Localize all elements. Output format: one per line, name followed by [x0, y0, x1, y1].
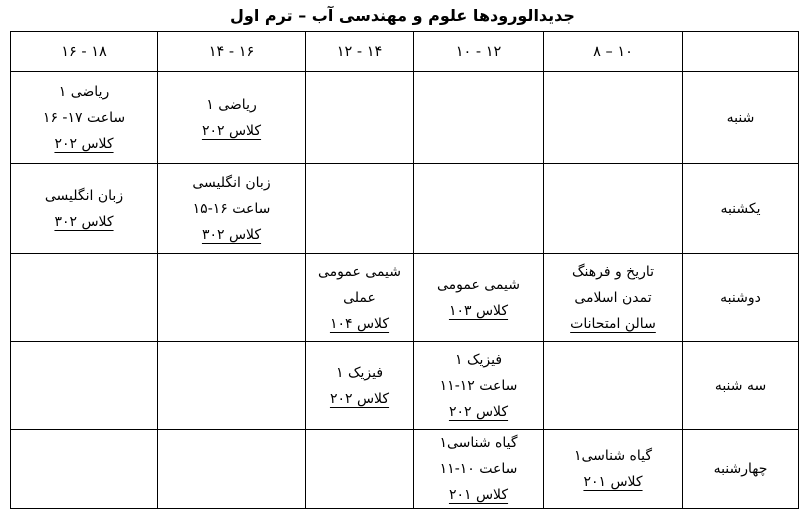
day-label-sunday: یکشنبه	[683, 164, 799, 254]
schedule-row-saturday	[11, 72, 799, 164]
cell-sunday-10-12-empty	[414, 164, 544, 254]
cell-monday-10-12-chemistry	[414, 254, 544, 342]
course-title-line: فیزیک ۱	[335, 364, 384, 381]
course-room-line: کلاس ۳۰۲	[54, 213, 114, 230]
cell-wednesday-12-14-empty	[306, 430, 414, 509]
course-room-line: کلاس ۲۰۲	[329, 390, 390, 407]
course-room-line: کلاس ۳۰۲	[201, 226, 262, 243]
day-column-header	[683, 32, 799, 72]
course-title-line: گیاه شناسی۱	[439, 435, 518, 451]
time-header-16-18: ۱۶ - ۱۸	[11, 32, 158, 72]
cell-sunday-8-10-empty	[544, 164, 683, 254]
cell-monday-14-16-empty	[158, 254, 306, 342]
cell-sunday-16-18-english	[11, 164, 158, 254]
cell-saturday-14-16-math1	[158, 72, 306, 164]
cell-sunday-14-16-english	[158, 164, 306, 254]
course-title-line: شیمی عمومی	[317, 263, 401, 280]
schedule-row-wednesday	[11, 430, 799, 509]
course-title-line2: تمدن اسلامی	[574, 289, 652, 306]
cell-wednesday-14-16-empty	[158, 430, 306, 509]
cell-wednesday-10-12-botany	[414, 430, 544, 509]
cell-tuesday-8-10-empty	[544, 342, 683, 430]
cell-saturday-12-14-empty	[306, 72, 414, 164]
cell-saturday-10-12-empty	[414, 72, 544, 164]
course-room-line: سالن امتحانات	[570, 315, 656, 332]
course-time-line: ساعت ۱۷- ۱۶	[42, 109, 126, 126]
cell-monday-8-10-history	[544, 254, 683, 342]
course-time-line: ساعت ۱۰-۱۱	[439, 461, 518, 477]
day-label-wednesday: چهارشنبه	[683, 430, 799, 509]
course-room-line: کلاس ۱۰۳	[448, 302, 509, 319]
course-room-line: کلاس ۲۰۲	[448, 403, 509, 420]
cell-saturday-8-10-empty	[544, 72, 683, 164]
cell-sunday-12-14-empty	[306, 164, 414, 254]
course-time-line: ساعت ۱۲-۱۱	[439, 377, 518, 394]
course-title-line: زبان انگلیسی	[192, 174, 271, 191]
cell-wednesday-8-10-botany	[544, 430, 683, 509]
course-title-line: ریاضی ۱	[58, 83, 110, 100]
cell-tuesday-14-16-empty	[158, 342, 306, 430]
course-room-line: کلاس ۲۰۱	[583, 474, 643, 490]
course-title-line2: عملی	[343, 289, 376, 306]
course-title-line: گیاه شناسی۱	[573, 448, 653, 464]
course-title-line: ریاضی ۱	[206, 96, 257, 113]
time-header-row	[11, 32, 799, 72]
cell-saturday-16-18-math1	[11, 72, 158, 164]
course-time-line: ساعت ۱۶-۱۵	[192, 200, 271, 217]
page-title: جدیدالورودها علوم و مهندسی آب – ترم اول	[230, 6, 575, 25]
time-header-10-12: ۱۰ - ۱۲	[414, 32, 544, 72]
course-title-line: تاریخ و فرهنگ	[571, 263, 655, 280]
cell-monday-16-18-empty	[11, 254, 158, 342]
course-room-line: کلاس ۲۰۱	[448, 487, 509, 503]
course-room-line: کلاس ۲۰۲	[201, 122, 262, 139]
time-header-14-16: ۱۴ - ۱۶	[158, 32, 306, 72]
schedule-row-tuesday	[11, 342, 799, 430]
time-header-8-10: ۸ – ۱۰	[544, 32, 683, 72]
day-label-monday: دوشنبه	[683, 254, 799, 342]
course-title-line: زبان انگلیسی	[44, 187, 124, 204]
cell-tuesday-12-14-physics	[306, 342, 414, 430]
day-label-saturday: شنبه	[683, 72, 799, 164]
cell-monday-12-14-chemistry-lab	[306, 254, 414, 342]
cell-tuesday-16-18-empty	[11, 342, 158, 430]
course-room-line: کلاس ۱۰۴	[329, 315, 390, 332]
day-label-tuesday: سه شنبه	[683, 342, 799, 430]
schedule-row-monday	[11, 254, 799, 342]
course-title-line: شیمی عمومی	[436, 276, 520, 293]
time-header-12-14: ۱۲ - ۱۴	[306, 32, 414, 72]
course-room-line: کلاس ۲۰۲	[54, 135, 114, 152]
schedule-table	[10, 31, 799, 509]
schedule-row-sunday	[11, 164, 799, 254]
cell-wednesday-16-18-empty	[11, 430, 158, 509]
cell-tuesday-10-12-physics	[414, 342, 544, 430]
course-title-line: فیزیک ۱	[454, 351, 503, 368]
